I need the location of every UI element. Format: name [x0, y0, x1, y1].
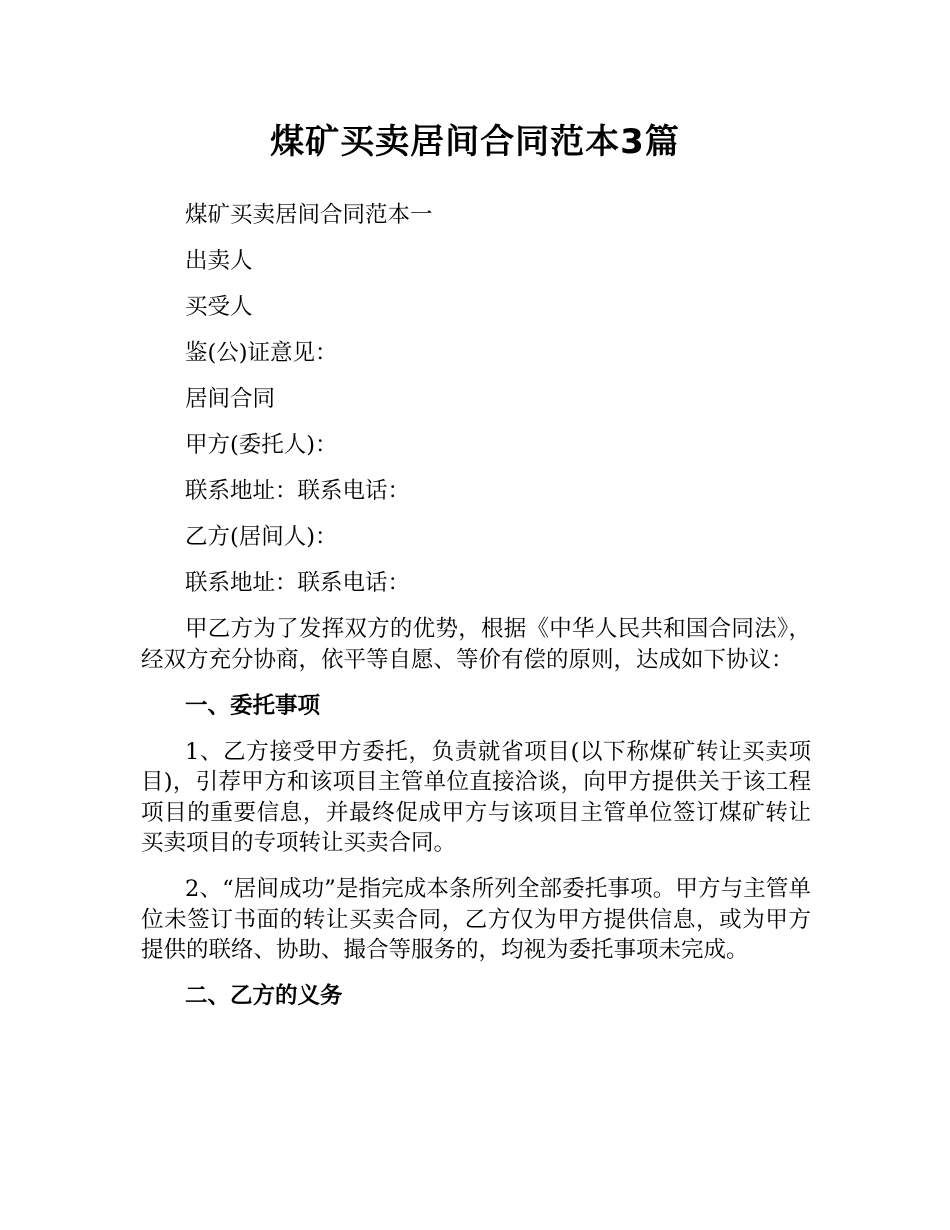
heading-entrusted-matters: 一、委托事项 [185, 692, 321, 719]
paragraph-clause-2: 2、“居间成功”是指完成本条所列全部委托事项。甲方与主管单位未签订书面的转让买卖合同，乙方仅为甲方提供信息，或为甲方提供的联络、协助、撮合等服务的，均视为委托事项未完成。 [141, 876, 811, 963]
heading-party-b-obligations: 二、乙方的义务 [185, 983, 343, 1009]
paragraph-party-a-contact: 联系地址：联系电话： [185, 478, 411, 504]
paragraph-contract-name: 居间合同 [185, 386, 276, 412]
paragraph-notary-opinion: 鉴(公)证意见： [185, 340, 338, 366]
document-body [141, 200, 811, 1027]
paragraph-party-b: 乙方(居间人)： [185, 524, 338, 550]
paragraph-clause-1: 1、乙方接受甲方委托，负责就省项目(以下称煤矿转让买卖项目)，引荐甲方和该项目主管单位直接洽谈，向甲方提供关于该工程项目的重要信息，并最终促成甲方与该项目主管单位签订煤矿转让买卖项目的专项转让买卖合同。 [141, 738, 811, 856]
paragraph-party-a: 甲方(委托人)： [185, 432, 338, 458]
paragraph-section-title: 煤矿买卖居间合同范本一 [185, 202, 433, 228]
paragraph-party-b-contact: 联系地址：联系电话： [185, 570, 411, 596]
document-title: 煤矿买卖居间合同范本3篇 [270, 122, 680, 162]
paragraph-seller: 出卖人 [185, 248, 253, 274]
paragraph-preamble: 甲乙方为了发挥双方的优势，根据《中华人民共和国合同法》，经双方充分协商，依平等自愿、等价有偿的原则，达成如下协议： [141, 616, 811, 673]
paragraph-buyer: 买受人 [185, 294, 253, 320]
